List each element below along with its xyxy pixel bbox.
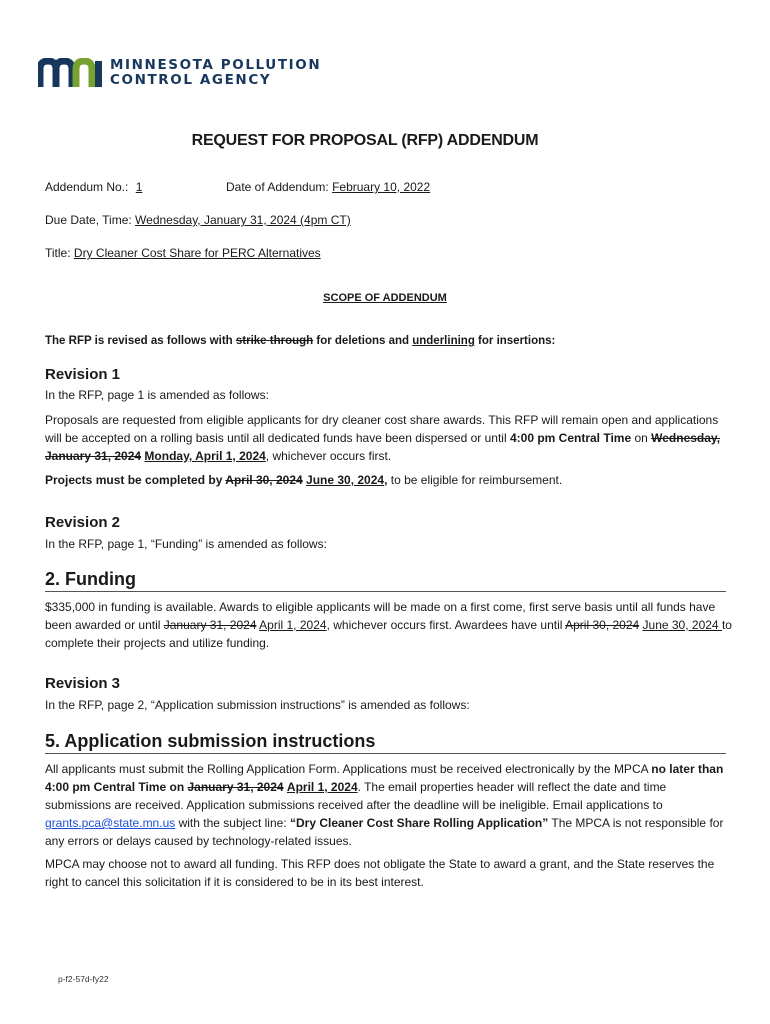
revision-1-intro: In the RFP, page 1 is amended as follows:	[45, 388, 269, 402]
paragraph-text: Proposals are requested from eligible applicants for dry cleaner cost share awards. This RFP will remain open and applications will be accepted on a rolling basis until all dedicated funds have been dispersed or until	[45, 413, 719, 445]
paragraph-text: to complete their projects and utilize funding.	[45, 618, 732, 650]
revision-2-heading: Revision 2	[45, 514, 121, 531]
logo-line-2: CONTROL AGENCY	[110, 72, 272, 88]
paragraph-bold: Projects must be completed by	[45, 473, 226, 487]
paragraph-text: . The email properties header will reflect the date and time submissions are received. Application submissions received after the deadline will be ineligible. Email applications to	[45, 780, 667, 812]
deleted-text: Wednesday, January 31, 2024	[45, 431, 721, 463]
paragraph-text: , whichever occurs first. Awardees have until	[326, 618, 566, 632]
deleted-text: January 31, 2024	[187, 780, 284, 794]
revision-3-heading: Revision 3	[45, 675, 121, 692]
scope-heading: SCOPE OF ADDENDUM	[323, 292, 447, 304]
note-text: The RFP is revised as follows with	[45, 335, 236, 347]
paragraph-text: The MPCA is not responsible for any errors or delays caused by technology-related issues.	[45, 816, 724, 848]
revision-2-intro: In the RFP, page 1, “Funding” is amended as follows:	[45, 537, 327, 551]
inserted-text: Monday, April 1, 2024	[144, 449, 266, 463]
email-link[interactable]: grants.pca@state.mn.us	[45, 816, 176, 830]
due-date-row	[45, 211, 735, 229]
paragraph-bold: ,	[384, 473, 388, 487]
title-row	[45, 244, 735, 262]
note-text: for insertions:	[474, 335, 556, 347]
note-text: for deletions and	[313, 335, 413, 347]
paragraph-text: , whichever occurs first.	[265, 449, 392, 463]
logo-line-1: MINNESOTA POLLUTION	[110, 57, 322, 73]
document-title: REQUEST FOR PROPOSAL (RFP) ADDENDUM	[191, 132, 539, 149]
title-label: Title:	[45, 246, 74, 260]
revision-1-heading: Revision 1	[45, 366, 121, 383]
revision-note	[45, 332, 735, 350]
funding-section-heading: 2. Funding	[45, 568, 726, 592]
paragraph-text: with the subject line:	[175, 816, 290, 830]
addendum-date-label: Date of Addendum:	[226, 180, 333, 194]
application-paragraph-1	[45, 760, 735, 850]
form-code: p-f2-57d-fy22	[58, 974, 109, 984]
addendum-date-value: February 10, 2022	[332, 180, 431, 194]
note-strike-example: strike through	[235, 335, 314, 347]
paragraph-text: All applicants must submit the Rolling Application Form. Applications must be received electronically by the MPCA	[45, 762, 652, 776]
revision-1-paragraph-1	[45, 411, 735, 465]
addendum-info-row	[45, 178, 735, 196]
deleted-text: April 30, 2024	[225, 473, 303, 487]
paragraph-text: $335,000 in funding is available. Awards to eligible applicants will be made on a first come, first serve basis until all funds have been awarded or until	[45, 600, 716, 632]
addendum-no-value: 1	[135, 180, 143, 194]
note-underline-example: underlining	[412, 335, 475, 347]
subject-line: “Dry Cleaner Cost Share Rolling Application”	[289, 816, 549, 830]
revision-3-intro: In the RFP, page 2, “Application submission instructions” is amended as follows:	[45, 698, 470, 712]
deleted-text: January 31, 2024	[163, 618, 257, 632]
inserted-text: June 30, 2024	[642, 618, 722, 632]
due-date-value: Wednesday, January 31, 2024 (4pm CT)	[135, 213, 351, 227]
paragraph-text: on	[631, 431, 652, 445]
paragraph-text: to be eligible for reimbursement.	[387, 473, 563, 487]
due-date-label: Due Date, Time:	[45, 213, 136, 227]
funding-paragraph	[45, 598, 735, 652]
inserted-text: June 30, 2024	[306, 473, 385, 487]
addendum-no-label: Addendum No.:	[45, 180, 132, 194]
logo-text	[110, 58, 321, 88]
revision-1-paragraph-2	[45, 471, 735, 489]
mn-logo-icon	[38, 58, 104, 88]
title-value: Dry Cleaner Cost Share for PERC Alternatives	[73, 246, 321, 260]
inserted-text: April 1, 2024	[259, 618, 327, 632]
paragraph-bold: no later than 4:00 pm Central Time on	[45, 762, 724, 794]
deleted-text: April 30, 2024	[565, 618, 640, 632]
paragraph-bold: 4:00 pm Central Time	[509, 431, 632, 445]
application-paragraph-2: MPCA may choose not to award all funding. This RFP does not obligate the State to award a grant, and the State reserves the right to cancel this solicitation if it is considered to be in its best interest.	[45, 857, 715, 889]
application-section-heading: 5. Application submission instructions	[45, 730, 726, 754]
agency-logo	[38, 58, 321, 88]
inserted-text: April 1, 2024	[286, 780, 358, 794]
